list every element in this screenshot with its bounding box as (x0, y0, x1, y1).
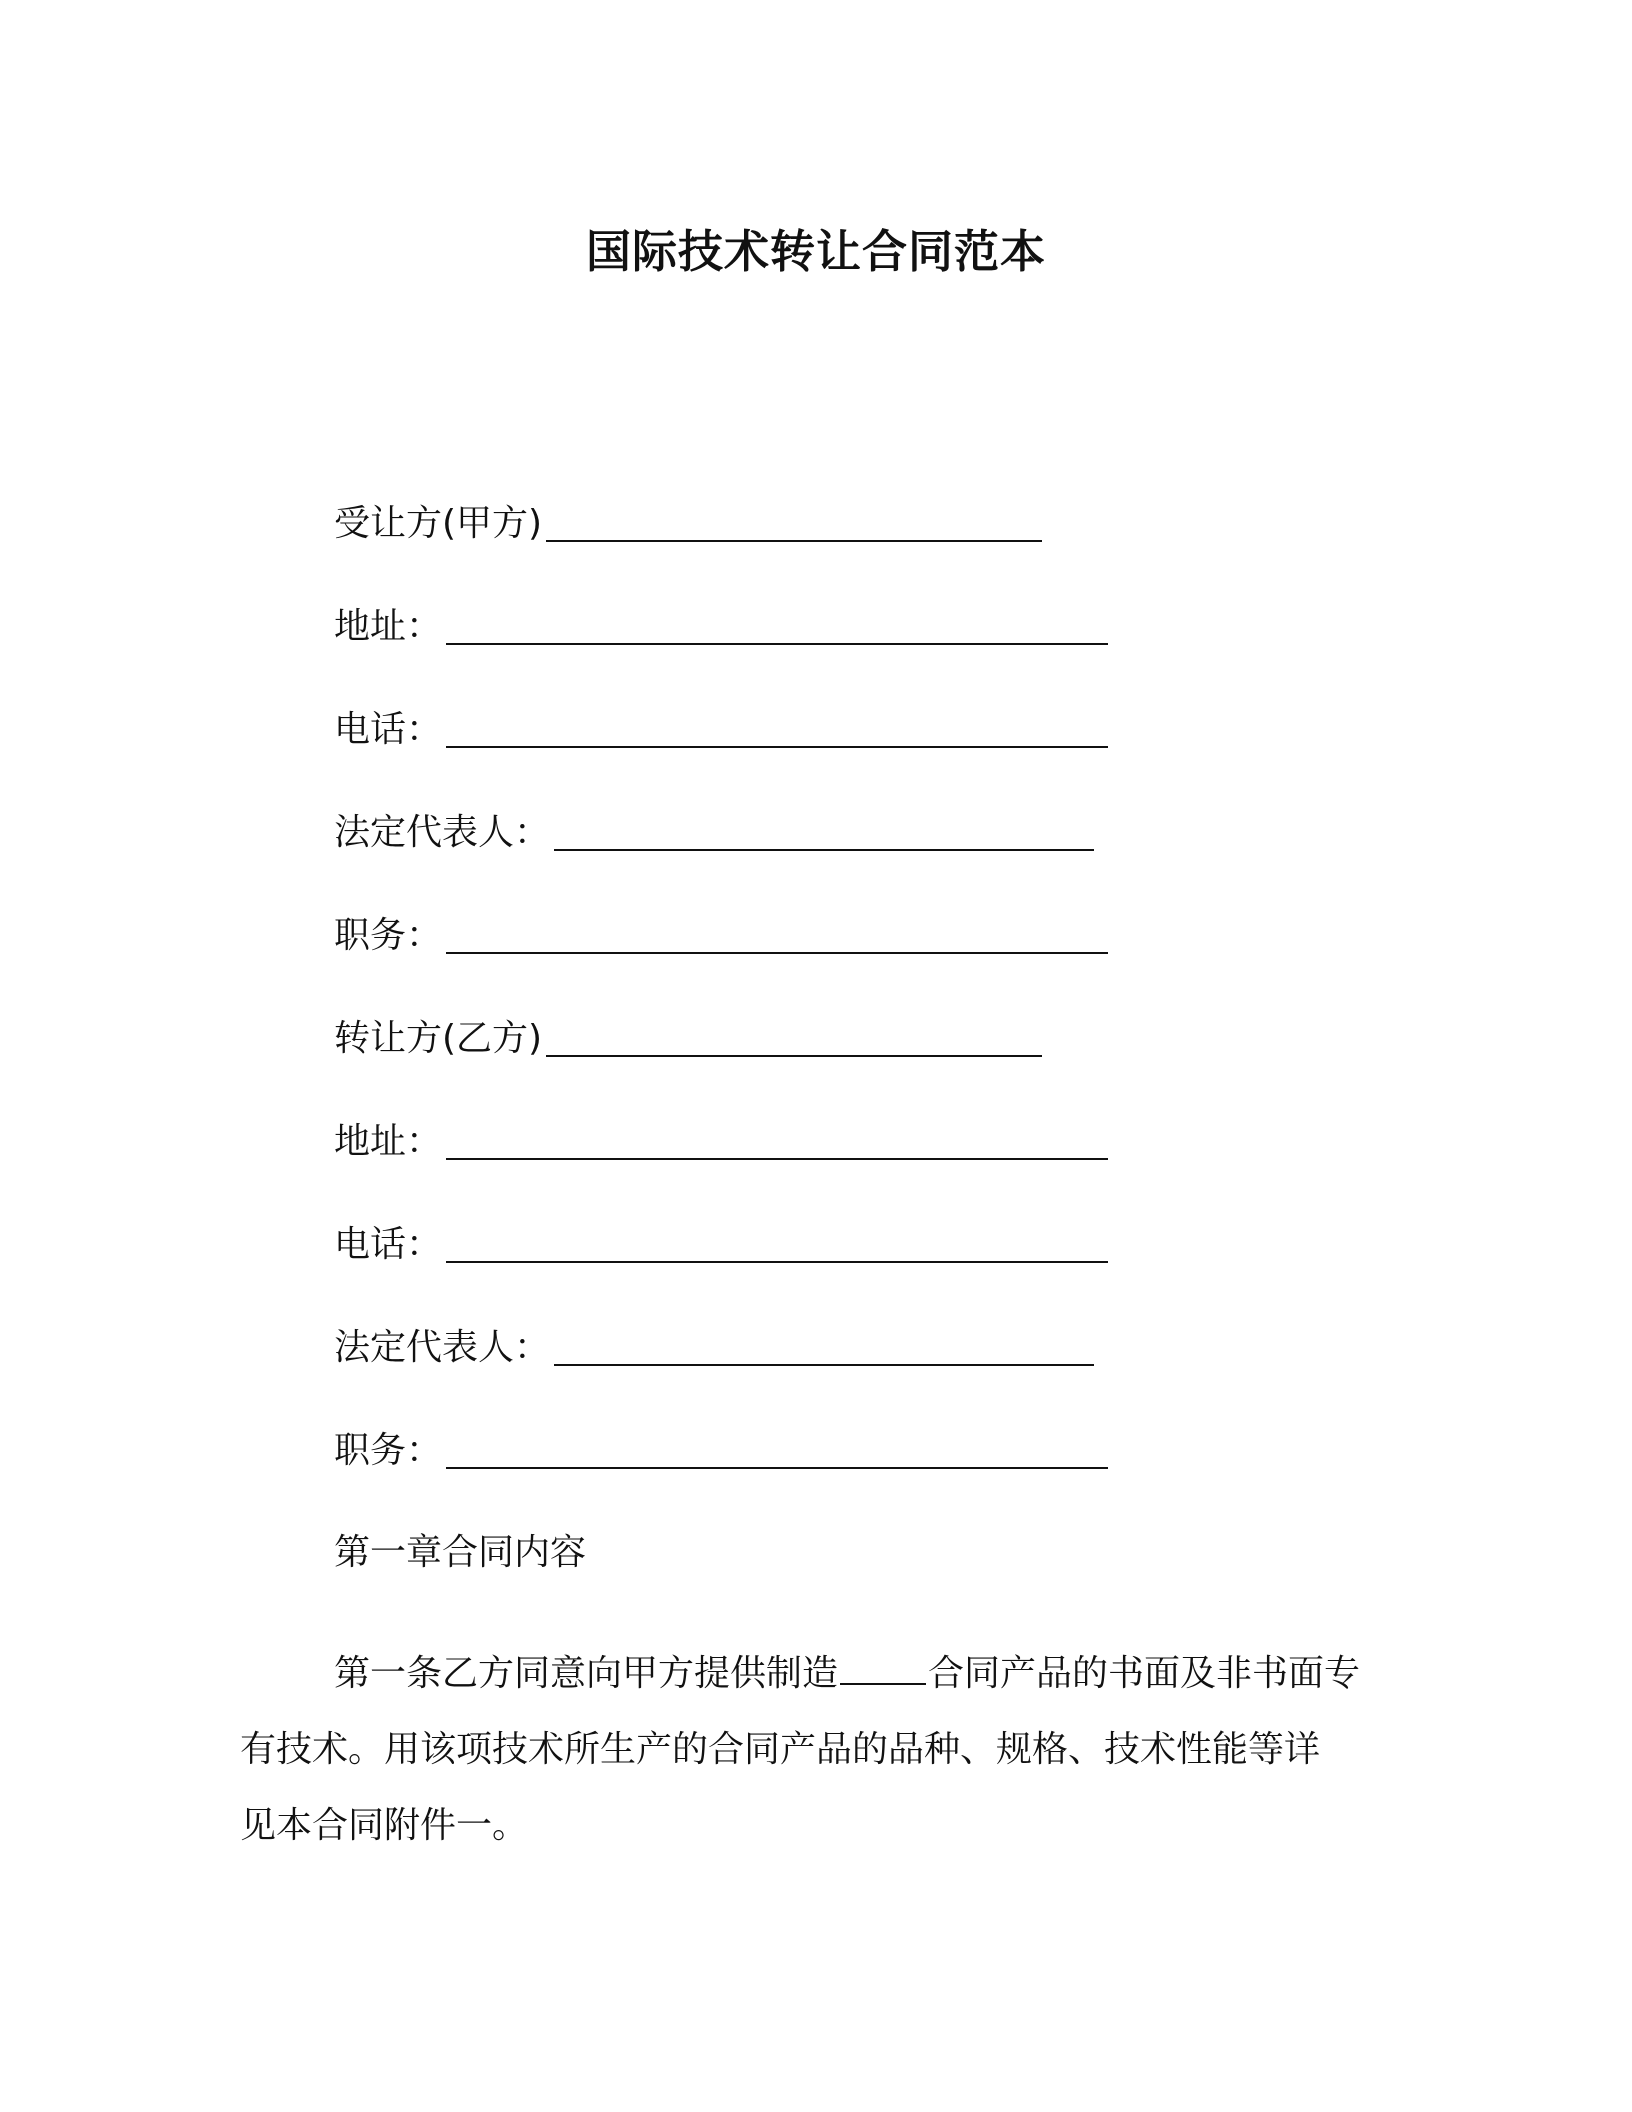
party-b-name-label: 转让方(乙方) (334, 1018, 543, 1059)
party-b-phone-blank[interactable] (446, 1223, 1108, 1263)
party-a-phone-field (334, 706, 1108, 754)
party-a-name-blank[interactable] (546, 502, 1042, 542)
article-1-line-1 (240, 1636, 1390, 1712)
party-b-position-blank[interactable] (446, 1429, 1108, 1469)
party-a-rep-field (334, 809, 1094, 857)
party-b-phone-label: 电话： (334, 1224, 443, 1265)
party-b-address-blank[interactable] (446, 1120, 1108, 1160)
party-b-name-field (334, 1015, 1042, 1063)
article-1-text-part2: 合同产品的书面及非书面专 (928, 1653, 1361, 1694)
party-a-phone-blank[interactable] (446, 708, 1108, 748)
party-a-position-blank[interactable] (446, 914, 1108, 954)
party-b-rep-blank[interactable] (554, 1326, 1094, 1366)
party-b-name-blank[interactable] (546, 1017, 1042, 1057)
party-b-position-label: 职务： (334, 1430, 443, 1471)
party-a-position-label: 职务： (334, 915, 443, 956)
party-b-position-field (334, 1427, 1108, 1475)
party-b-phone-field (334, 1221, 1108, 1269)
party-b-rep-label: 法定代表人： (334, 1327, 551, 1368)
article-1-text-part1: 第一条乙方同意向甲方提供制造 (334, 1653, 839, 1694)
article-1-paragraph (240, 1636, 1390, 1864)
party-a-phone-label: 电话： (334, 709, 443, 750)
party-b-address-label: 地址： (334, 1121, 443, 1162)
party-a-rep-label: 法定代表人： (334, 812, 551, 853)
chapter-title: 第一章合同内容 (334, 1532, 587, 1573)
article-1-line-2: 有技术。用该项技术所生产的合同产品的品种、规格、技术性能等详 (240, 1729, 1321, 1770)
party-a-address-blank[interactable] (446, 605, 1108, 645)
party-a-address-field (334, 603, 1108, 651)
party-a-rep-blank[interactable] (554, 811, 1094, 851)
party-a-name-label: 受让方(甲方) (334, 503, 543, 544)
party-b-rep-field (334, 1324, 1094, 1372)
article-1-line-3: 见本合同附件一。 (240, 1805, 529, 1846)
party-a-address-label: 地址： (334, 606, 443, 647)
product-name-blank[interactable] (840, 1653, 926, 1685)
party-a-position-field (334, 912, 1108, 960)
document-title: 国际技术转让合同范本 (585, 225, 1046, 278)
party-b-address-field (334, 1118, 1108, 1166)
party-a-name-field (334, 500, 1042, 548)
